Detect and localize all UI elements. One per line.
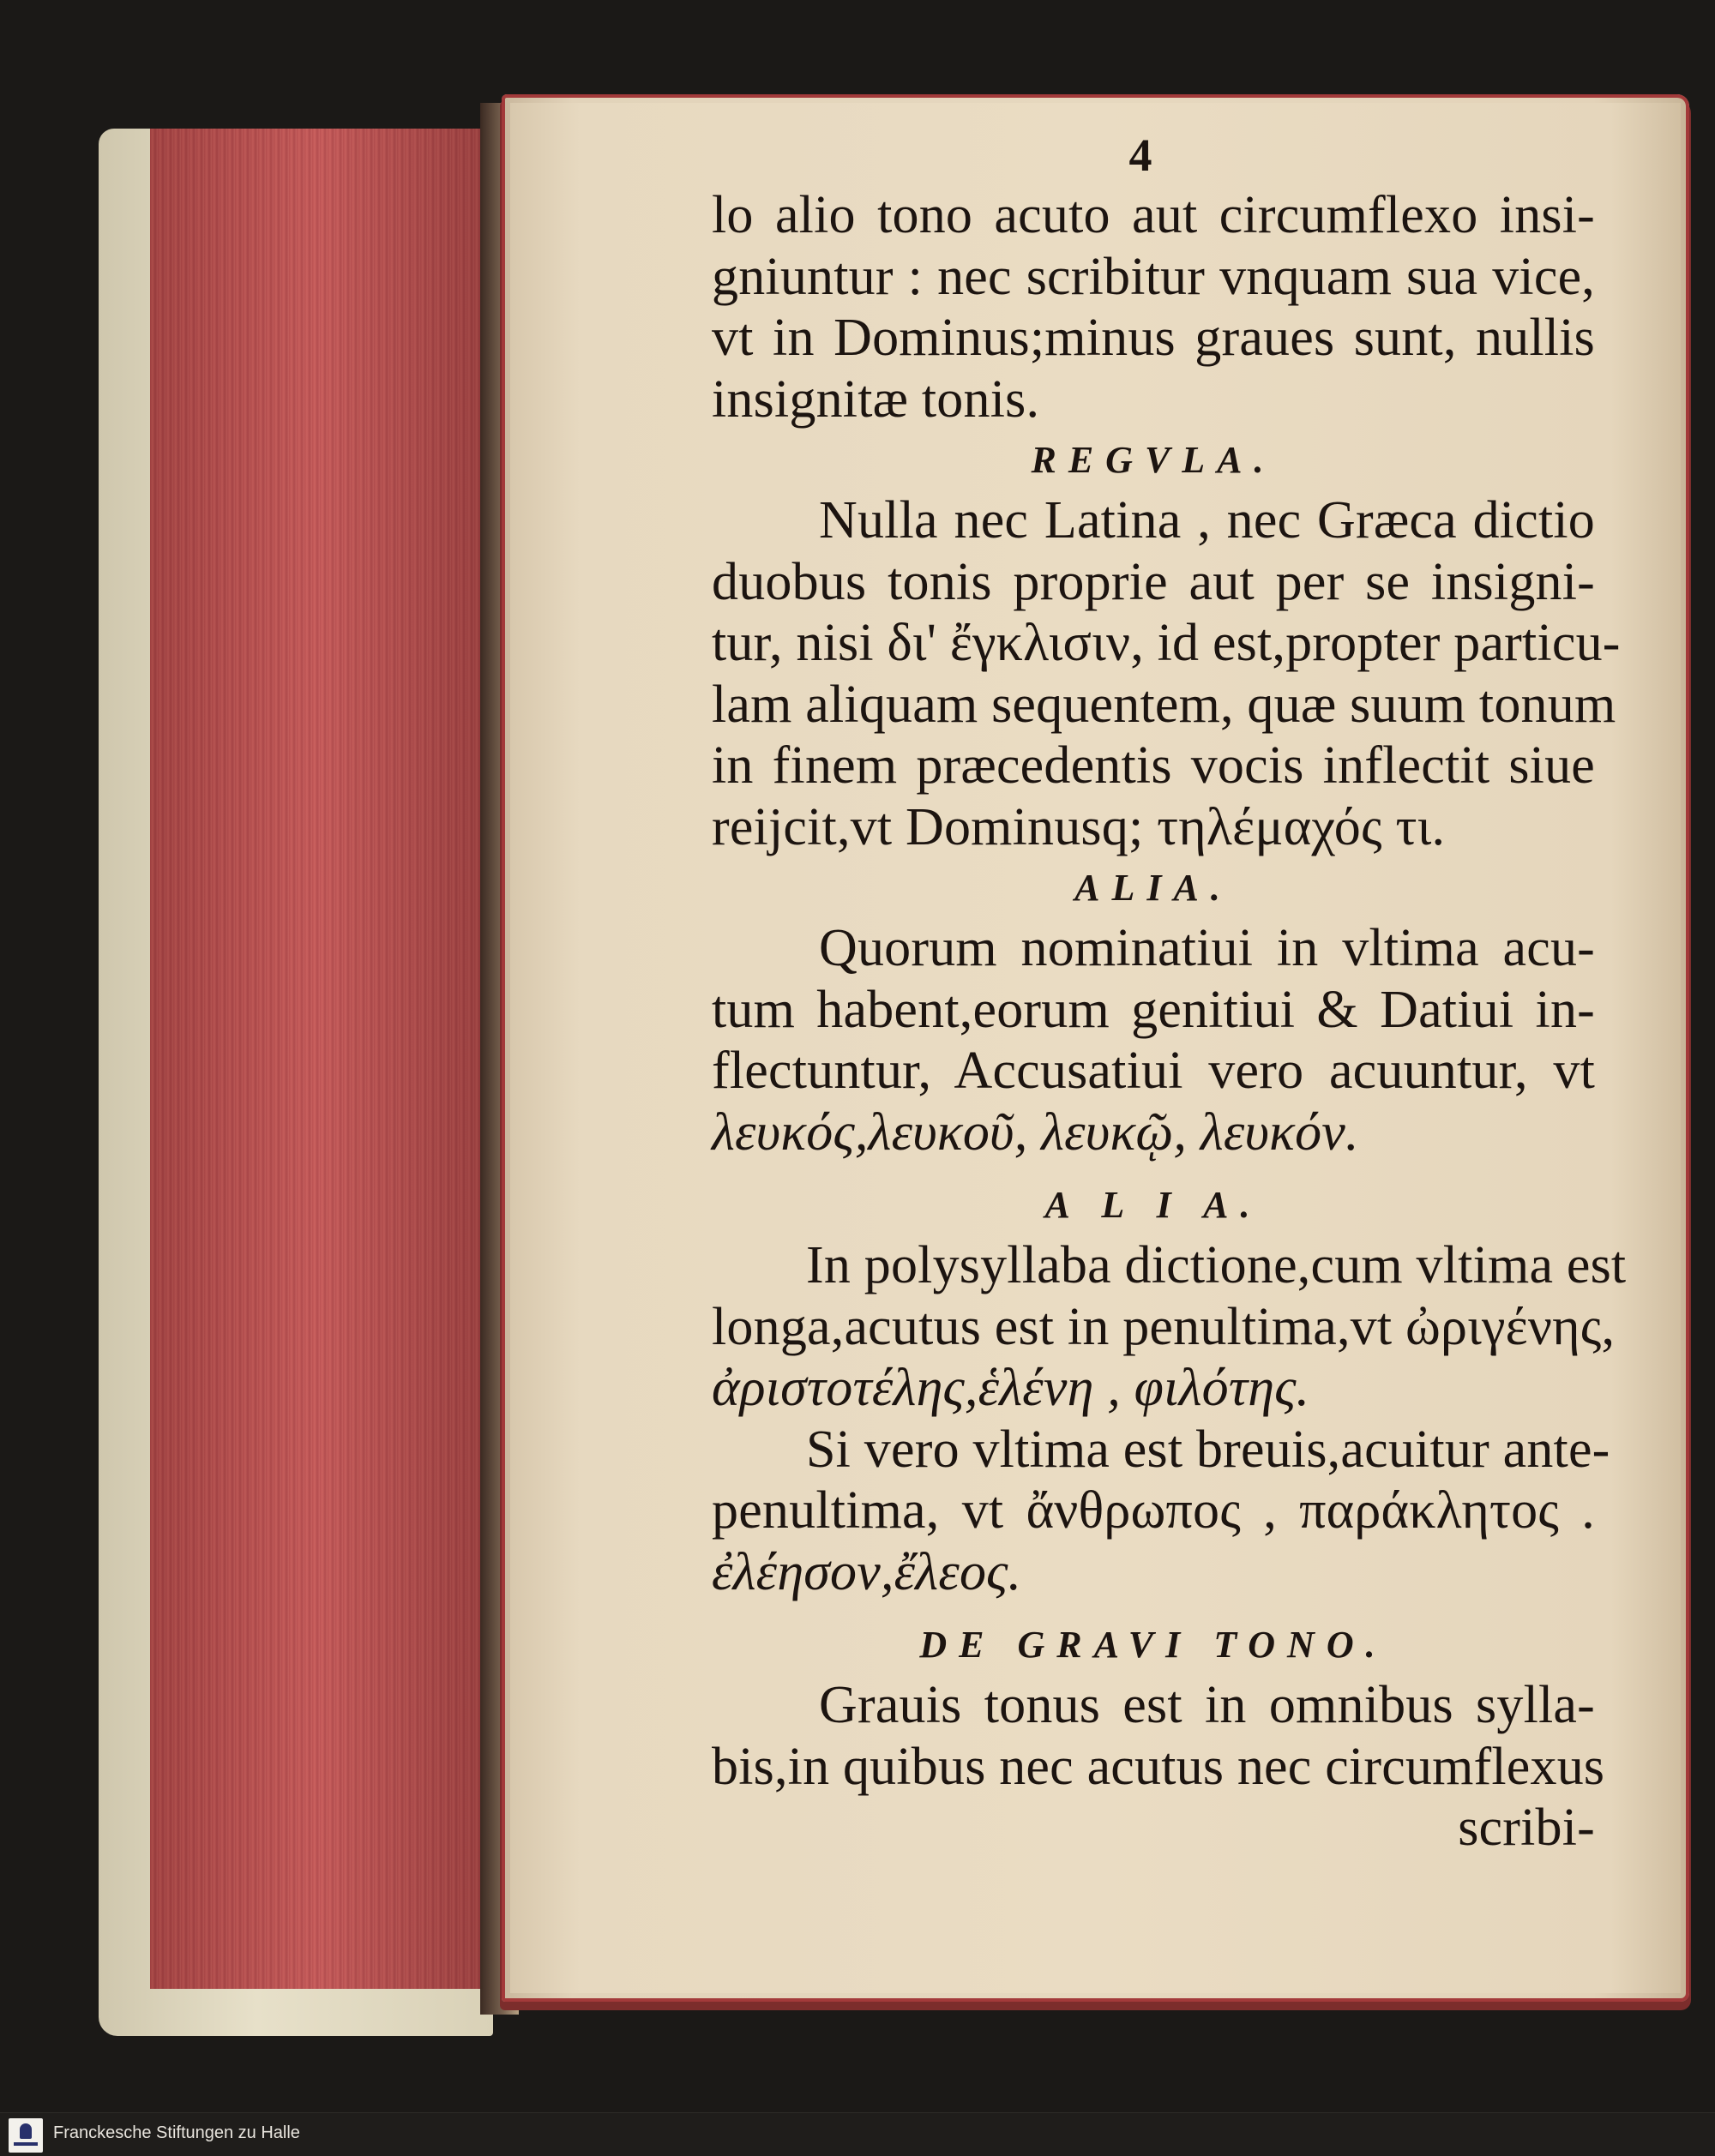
viewer-footer <box>0 2112 1715 2156</box>
section-heading-alia: A L I A. <box>1044 1184 1262 1226</box>
text-line: insignitæ tonis. <box>712 369 1040 429</box>
text-line: bis,in quibus nec acutus nec circumflexus <box>712 1737 1605 1796</box>
text-line: Quorum nominatiui in vltima acu- <box>819 919 1595 977</box>
text-line: ἀριστοτέλης,ἑλένη , φιλότης. <box>712 1359 1310 1417</box>
text-line: longa,acutus est in penultima,vt ὠριγένης, <box>712 1297 1616 1356</box>
text-line: In polysyllaba dictione,cum vltima est <box>806 1236 1627 1294</box>
text-line: Nulla nec Latina , nec Græca dictio <box>819 491 1595 550</box>
text-line: ἐλέησον,ἔλεος. <box>712 1542 1022 1601</box>
section-heading-alia: ALIA. <box>1074 867 1232 909</box>
section-heading-de-gravi-tono: DE GRAVI TONO. <box>919 1624 1387 1666</box>
section-heading-regula: REGVLA. <box>1031 439 1276 481</box>
page-paper <box>510 103 1681 1993</box>
text-line: lam aliquam sequentem, quæ suum tonum <box>712 675 1616 734</box>
institution-name: Franckesche Stiftungen zu Halle <box>53 2123 300 2142</box>
text-line: penultima, vt ἄνθρωπος , παράκλητος . <box>712 1481 1595 1540</box>
catchword: scribi- <box>1458 1799 1595 1857</box>
text-line: tur, nisi δι' ἔγκλισιν, id est,propter particu- <box>712 614 1621 672</box>
red-page-edges <box>150 129 494 1989</box>
text-line: λευκός,λευκοῦ, λευκῷ, λευκόν. <box>712 1102 1359 1162</box>
page-text <box>712 125 1627 1859</box>
text-line: tum habent,eorum genitiui & Datiui in- <box>712 980 1595 1039</box>
text-line: duobus tonis proprie aut per se insigni- <box>712 552 1595 611</box>
text-line: Grauis tonus est in omnibus sylla- <box>819 1676 1595 1734</box>
text-line: in finem præcedentis vocis inflectit siue <box>712 736 1595 795</box>
text-line: reijcit,vt Dominusq; τηλέμαχός τι. <box>712 797 1446 856</box>
text-line: vt in Dominus;minus graues sunt, nullis <box>712 309 1595 367</box>
book-page <box>502 94 1689 2002</box>
text-line: gniuntur : nec scribitur vnquam sua vice, <box>712 247 1595 306</box>
text-line: lo alio tono acuto aut circumflexo insi- <box>712 186 1595 244</box>
page-number: 4 <box>1128 129 1152 181</box>
institution-logo-icon <box>9 2118 43 2153</box>
text-line: flectuntur, Accusatiui vero acuuntur, vt <box>712 1042 1595 1100</box>
text-line: Si vero vltima est breuis,acuitur ante- <box>806 1420 1610 1479</box>
